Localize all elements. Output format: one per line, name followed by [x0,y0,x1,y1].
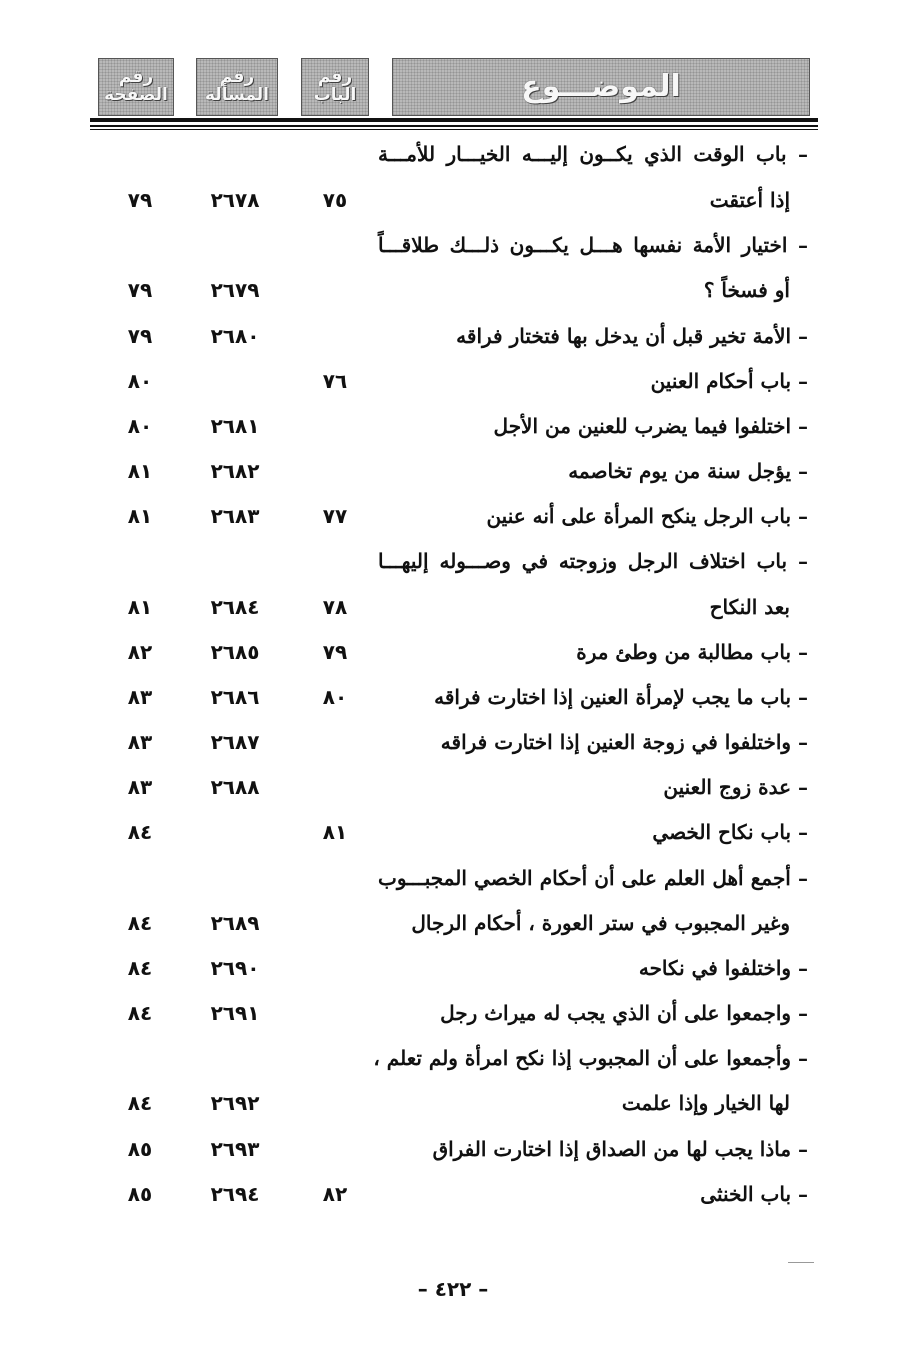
header-rule-thick [90,118,818,122]
table-row [0,995,906,1041]
row-topic: – واختلفوا في نكاحه [638,956,808,980]
table-row [0,905,906,951]
table-row [0,679,906,725]
table-row [0,227,906,273]
row-safha: ٨٥ [127,1182,153,1206]
header-safha-line1: رقم [118,67,154,88]
row-masala: ٢٦٨٣ [210,504,260,528]
row-masala: ٢٦٨٦ [210,685,260,709]
row-safha: ٨١ [127,595,153,619]
row-masala: ٢٦٩١ [210,1001,260,1025]
row-bab: ٨٠ [322,685,348,709]
row-safha: ٨٠ [127,414,153,438]
row-topic: – واختلفوا في زوجة العنين إذا اختارت فراقه [440,730,808,754]
row-topic: – باب الخنثى [700,1182,808,1206]
row-topic: – باب ما يجب لإمرأة العنين إذا اختارت فراقه [434,685,808,709]
table-row [0,318,906,364]
row-topic: – يؤجل سنة من يوم تخاصمه [568,459,808,483]
row-safha: ٨٤ [127,911,153,935]
row-masala: ٢٦٨٤ [210,595,260,619]
row-topic: – باب نكاح الخصي [652,820,808,844]
row-topic: – اختيار الأمة نفسها هـــل يكـــون ذلـــك طلاقـــاً [378,233,808,257]
row-topic: – باب مطالبة من وطئ مرة [576,640,808,664]
row-topic: – عدة زوج العنين [663,775,808,799]
table-row [0,363,906,409]
row-topic: – واجمعوا على أن الذي يجب له ميراث رجل [440,1001,808,1025]
header-bab-line2: الباب [313,85,357,105]
table-row [0,1131,906,1177]
row-topic: بعد النكاح [709,595,790,619]
table-row [0,589,906,635]
row-safha: ٨٢ [127,640,153,664]
table-row [0,769,906,815]
header-masala [196,58,278,116]
table-row [0,408,906,454]
row-bab: ٨٢ [322,1182,348,1206]
row-bab: ٧٧ [322,504,348,528]
header-safha-line2: الصفحة [104,85,168,105]
row-masala: ٢٦٨٧ [210,730,260,754]
row-topic: – الأمة تخير قبل أن يدخل بها فتختار فراقه [456,324,808,348]
table-row [0,1176,906,1222]
row-bab: ٨١ [322,820,348,844]
row-masala: ٢٦٨١ [210,414,260,438]
row-bab: ٧٨ [322,595,348,619]
header-masala-line1: رقم [219,67,255,88]
row-topic: وغير المجبوب في ستر العورة ، أحكام الرجال [411,911,790,935]
row-topic: – أجمع أهل العلم على أن أحكام الخصي المجبـــوب [378,866,808,890]
row-safha: ٨٣ [127,775,153,799]
row-topic: – باب الرجل ينكح المرأة على أنه عنين [486,504,808,528]
header-safha [98,58,174,116]
row-safha: ٨٤ [127,1091,153,1115]
row-safha: ٨٤ [127,956,153,980]
row-bab: ٧٦ [322,369,348,393]
row-safha: ٨٤ [127,820,153,844]
row-bab: ٧٥ [322,188,348,212]
table-row [0,814,906,860]
row-topic: – وأجمعوا على أن المجبوب إذا نكح امرأة ولم تعلم ، [373,1046,808,1070]
row-bab: ٧٩ [322,640,348,664]
row-safha: ٨٠ [127,369,153,393]
row-topic: أو فسخاً ؟ [703,278,790,302]
page-number: – ٤٢٢ – [417,1277,489,1301]
header-topic-label: الموضـــوع [521,69,681,105]
table-row [0,453,906,499]
table-row [0,860,906,906]
header-rule-thin [90,129,818,130]
row-masala: ٢٦٨٢ [210,459,260,483]
row-topic: لها الخيار وإذا علمت [621,1091,790,1115]
table-row [0,950,906,996]
row-masala: ٢٦٩٢ [210,1091,260,1115]
table-row [0,136,906,182]
row-safha: ٨٥ [127,1137,153,1161]
row-safha: ٧٩ [127,188,153,212]
row-topic: – باب الوقت الذي يكــون إليـــه الخيـــار للأمـــة [378,142,808,166]
table-row [0,724,906,770]
row-masala: ٢٦٩٣ [210,1137,260,1161]
header-bab-line1: رقم [317,67,353,88]
header-bab [301,58,369,116]
row-safha: ٨١ [127,459,153,483]
row-safha: ٨٣ [127,730,153,754]
header-topic [392,58,810,116]
row-masala: ٢٦٧٩ [210,278,260,302]
table-row [0,543,906,589]
table-row [0,1040,906,1086]
row-masala: ٢٦٨٩ [210,911,260,935]
table-row [0,182,906,228]
row-masala: ٢٦٩٤ [210,1182,260,1206]
header-rule [90,125,818,127]
row-safha: ٨١ [127,504,153,528]
row-safha: ٧٩ [127,324,153,348]
header-masala-line2: المسألة [205,85,269,105]
row-topic: إذا أعتقت [709,188,790,212]
row-masala: ٢٦٨٥ [210,640,260,664]
table-row [0,272,906,318]
row-masala: ٢٦٩٠ [210,956,260,980]
row-masala: ٢٦٧٨ [210,188,260,212]
table-row [0,1085,906,1131]
table-row [0,634,906,680]
row-topic: – باب أحكام العنين [650,369,808,393]
row-masala: ٢٦٨٨ [210,775,260,799]
row-safha: ٧٩ [127,278,153,302]
row-safha: ٨٣ [127,685,153,709]
row-topic: – باب اختلاف الرجل وزوجته في وصـــوله إليهـــا [378,549,808,573]
row-topic: – اختلفوا فيما يضرب للعنين من الأجل [493,414,808,438]
scan-mark [788,1262,814,1263]
row-topic: – ماذا يجب لها من الصداق إذا اختارت الفراق [432,1137,808,1161]
row-safha: ٨٤ [127,1001,153,1025]
table-row [0,498,906,544]
row-masala: ٢٦٨٠ [210,324,260,348]
